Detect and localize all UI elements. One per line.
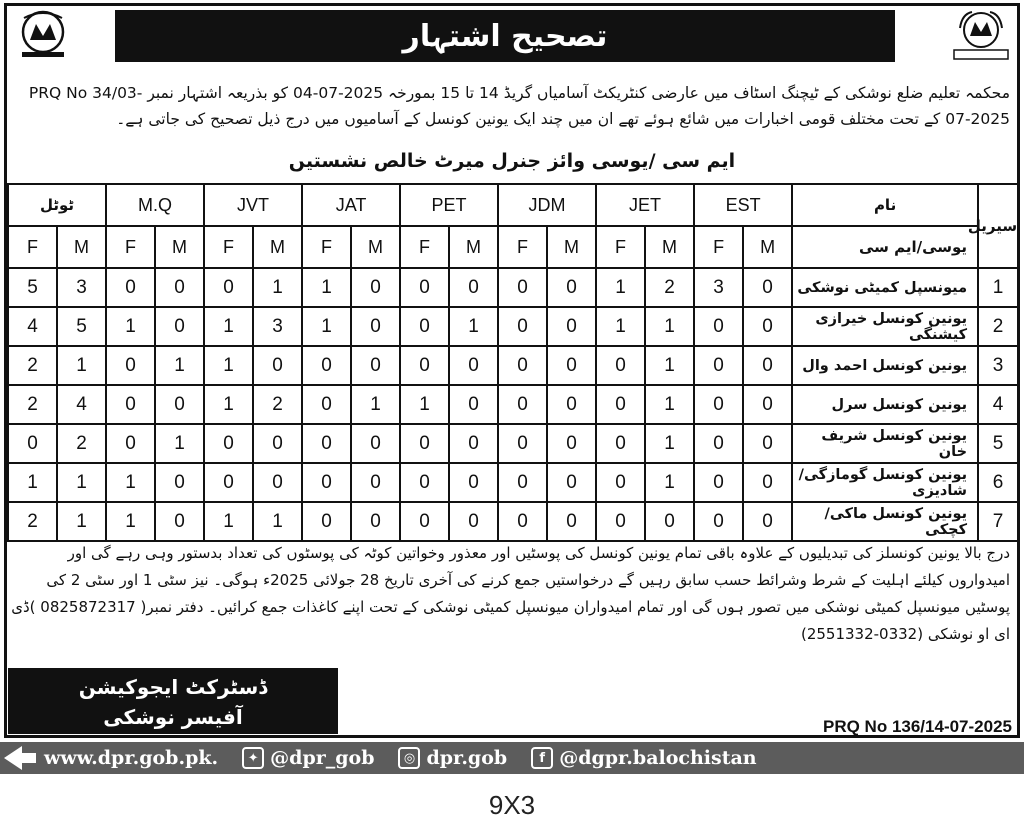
council-name-cell: یونین کونسل خیرازی کیشنگی (792, 307, 978, 346)
seat-count-cell: 0 (253, 424, 302, 463)
seat-count-cell: 1 (645, 385, 694, 424)
seat-count-cell: 4 (57, 385, 106, 424)
seat-count-cell: 0 (743, 463, 792, 502)
serial-cell: 1 (978, 268, 1018, 307)
council-name-cell: یونین کونسل سرل (792, 385, 978, 424)
table-row (8, 463, 1018, 502)
seat-count-cell: 4 (8, 307, 57, 346)
table-row (8, 385, 1018, 424)
seat-count-cell: 0 (155, 268, 204, 307)
seat-count-cell: 0 (400, 424, 449, 463)
seat-count-cell: 0 (449, 502, 498, 541)
seat-count-cell: 0 (302, 424, 351, 463)
seat-count-cell: 3 (57, 268, 106, 307)
seats-table (7, 183, 1019, 542)
seat-count-cell: 0 (694, 502, 743, 541)
seat-count-cell: 0 (253, 463, 302, 502)
seat-count-cell: 0 (351, 307, 400, 346)
female-header: F (106, 226, 155, 268)
seat-count-cell: 2 (8, 346, 57, 385)
seat-count-cell: 1 (204, 346, 253, 385)
seat-count-cell: 0 (155, 385, 204, 424)
seat-count-cell: 1 (106, 463, 155, 502)
seat-count-cell: 1 (253, 502, 302, 541)
serial-cell: 4 (978, 385, 1018, 424)
serial-cell: 2 (978, 307, 1018, 346)
notes-paragraph: درج بالا یونین کونسلز کی تبدیلیوں کے علاوہ باقی تمام یونین کونسل کی پوسٹیں اور معذور وخواتین کوٹہ کی پوسٹوں کی تعداد بدستور وہی رہے گی اور امیدواروں کیلئے اہلیت کے شرط وشرائط حسب سابق رہیں گے درخواستیں جمع کرنے کی آخری تاریخ 28 جولائی 2025ء ہوگی۔ نیز سٹی 1 اور سٹی 2 کی پوسٹیں میونسپل کمیٹی نوشکی میں تصور ہوں گی اور تمام امیدواران میونسپل کمیٹی نوشکی کے تحت اپنے کاغذات جمع کرائیں۔ دفتر نمبر( 0825872317 )ڈی ای او نوشکی (0332-2551332) (11, 544, 1010, 643)
seat-count-cell: 0 (743, 385, 792, 424)
seat-count-cell: 1 (645, 463, 694, 502)
seat-count-cell: 0 (204, 268, 253, 307)
facebook-handle: @dgpr.balochistan (559, 747, 757, 769)
council-name-cell: یونین کونسل ماکی/ کچکی (792, 502, 978, 541)
seat-count-cell: 0 (106, 385, 155, 424)
group-header-total: ٹوٹل (8, 184, 106, 226)
council-name-cell: میونسپل کمیٹی نوشکی (792, 268, 978, 307)
seat-count-cell: 0 (743, 424, 792, 463)
group-header-pet: PET (400, 184, 498, 226)
seat-count-cell: 0 (351, 346, 400, 385)
seat-count-cell: 0 (498, 502, 547, 541)
seat-count-cell: 0 (106, 268, 155, 307)
female-header: F (400, 226, 449, 268)
table-row (8, 424, 1018, 463)
seat-count-cell: 1 (57, 502, 106, 541)
female-header: F (694, 226, 743, 268)
seat-count-cell: 0 (547, 424, 596, 463)
instagram-link[interactable] (398, 747, 507, 769)
seat-count-cell: 2 (8, 502, 57, 541)
male-header: M (449, 226, 498, 268)
seat-count-cell: 0 (8, 424, 57, 463)
name-header: نام (792, 184, 978, 226)
seat-count-cell: 0 (155, 502, 204, 541)
seat-count-cell: 1 (400, 385, 449, 424)
group-header-row (8, 184, 1018, 226)
seat-count-cell: 0 (302, 346, 351, 385)
seat-count-cell: 0 (596, 502, 645, 541)
seat-count-cell: 0 (351, 463, 400, 502)
seat-count-cell: 0 (498, 268, 547, 307)
seat-count-cell: 1 (645, 424, 694, 463)
seat-count-cell: 1 (204, 385, 253, 424)
seat-count-cell: 0 (400, 307, 449, 346)
seat-count-cell: 2 (8, 385, 57, 424)
serial-cell: 5 (978, 424, 1018, 463)
seat-count-cell: 0 (449, 385, 498, 424)
table-row (8, 502, 1018, 541)
male-header: M (155, 226, 204, 268)
prq-number: PRQ No 136/14-07-2025 (823, 717, 1012, 736)
seat-count-cell: 0 (400, 268, 449, 307)
seat-count-cell: 1 (302, 268, 351, 307)
seat-count-cell: 1 (57, 463, 106, 502)
council-name-cell: یونین کونسل شریف خان (792, 424, 978, 463)
seat-count-cell: 3 (253, 307, 302, 346)
seat-count-cell: 0 (743, 268, 792, 307)
seat-count-cell: 0 (694, 385, 743, 424)
social-bar (0, 742, 1024, 774)
instagram-handle: dpr.gob (426, 747, 508, 769)
twitter-icon: ✦ (242, 747, 264, 769)
council-name-cell: یونین کونسل گومازگی/شادیزی (792, 463, 978, 502)
seat-count-cell: 5 (57, 307, 106, 346)
seat-count-cell: 0 (498, 385, 547, 424)
seat-count-cell: 0 (596, 463, 645, 502)
seat-count-cell: 1 (596, 307, 645, 346)
serial-cell: 6 (978, 463, 1018, 502)
seat-count-cell: 0 (449, 463, 498, 502)
seat-count-cell: 0 (302, 502, 351, 541)
seat-count-cell: 3 (694, 268, 743, 307)
female-header: F (8, 226, 57, 268)
website-text: www.dpr.gob.pk. (44, 747, 219, 769)
seat-count-cell: 0 (400, 346, 449, 385)
seat-count-cell: 0 (302, 385, 351, 424)
seat-count-cell: 1 (302, 307, 351, 346)
ad-title: تصحیح اشتہار (115, 10, 895, 62)
twitter-link[interactable] (242, 747, 374, 769)
seat-count-cell: 0 (743, 346, 792, 385)
seat-count-cell: 0 (351, 502, 400, 541)
twitter-handle: @dpr_gob (270, 747, 375, 769)
seat-count-cell: 0 (694, 424, 743, 463)
seat-count-cell: 0 (498, 346, 547, 385)
seat-count-cell: 2 (57, 424, 106, 463)
seat-count-cell: 0 (694, 463, 743, 502)
table-row (8, 346, 1018, 385)
serial-cell: 3 (978, 346, 1018, 385)
seat-count-cell: 0 (155, 307, 204, 346)
female-header: F (596, 226, 645, 268)
group-header-jdm: JDM (498, 184, 596, 226)
seat-count-cell: 0 (743, 502, 792, 541)
male-header: M (743, 226, 792, 268)
seat-count-cell: 0 (204, 463, 253, 502)
male-header: M (253, 226, 302, 268)
signature-block (8, 668, 338, 734)
intro-paragraph: محکمہ تعلیم ضلع نوشکی کے ٹیچنگ اسٹاف میں عارضی کنٹریکٹ آسامیاں گریڈ 14 تا 15 بمورخہ 2025-07-04 کو بذریعہ اشتہار نمبر PRQ No 34/03-07-2025 کے تحت مختلف قومی اخبارات میں شائع ہوئے تھے ان میں چند ایک یونین کونسل کے آسامیوں میں درج ذیل تصحیح کی جاتی ہے۔ (28, 84, 1010, 128)
seat-count-cell: 0 (253, 346, 302, 385)
seat-count-cell: 1 (596, 268, 645, 307)
gender-header-row (8, 226, 1018, 268)
table-row (8, 268, 1018, 307)
table-subheading: ایم سی /یوسی وائز جنرل میرٹ خالص نشستیں (288, 150, 736, 172)
seat-count-cell: 1 (106, 307, 155, 346)
signature-line-1: ڈسٹرکٹ ایجوکیشن (78, 675, 268, 699)
ad-size-label: 9X3 (488, 790, 536, 820)
seat-count-cell: 1 (204, 502, 253, 541)
seat-count-cell: 5 (8, 268, 57, 307)
seat-count-cell: 1 (449, 307, 498, 346)
group-header-mq: M.Q (106, 184, 204, 226)
instagram-icon: ◎ (398, 747, 420, 769)
balochistan-emblem-right (946, 6, 1016, 62)
seat-count-cell: 0 (547, 463, 596, 502)
seat-count-cell: 1 (57, 346, 106, 385)
serial-header: سیریل (978, 184, 1018, 268)
council-name-cell: یونین کونسل احمد وال (792, 346, 978, 385)
facebook-icon: f (531, 747, 553, 769)
seat-count-cell: 0 (498, 424, 547, 463)
seat-count-cell: 0 (694, 307, 743, 346)
seat-count-cell: 1 (645, 307, 694, 346)
seat-count-cell: 0 (498, 463, 547, 502)
seat-count-cell: 0 (106, 424, 155, 463)
seat-count-cell: 0 (498, 307, 547, 346)
seat-count-cell: 0 (302, 463, 351, 502)
seat-count-cell: 0 (694, 346, 743, 385)
male-header: M (57, 226, 106, 268)
website-link[interactable] (44, 747, 218, 769)
seat-count-cell: 0 (596, 385, 645, 424)
seat-count-cell: 1 (204, 307, 253, 346)
seat-count-cell: 1 (8, 463, 57, 502)
seat-count-cell: 1 (645, 346, 694, 385)
seat-count-cell: 0 (596, 424, 645, 463)
serial-cell: 7 (978, 502, 1018, 541)
balochistan-emblem-left (8, 6, 78, 62)
seat-count-cell: 0 (351, 268, 400, 307)
seat-count-cell: 1 (155, 346, 204, 385)
seat-count-cell: 0 (547, 385, 596, 424)
seat-count-cell: 0 (449, 268, 498, 307)
seat-count-cell: 0 (547, 268, 596, 307)
seat-count-cell: 0 (645, 502, 694, 541)
seat-count-cell: 0 (106, 346, 155, 385)
table-row (8, 307, 1018, 346)
group-header-est: EST (694, 184, 792, 226)
male-header: M (547, 226, 596, 268)
group-header-jat: JAT (302, 184, 400, 226)
uc-mc-label: یوسی/ایم سی (792, 226, 978, 268)
seat-count-cell: 1 (106, 502, 155, 541)
male-header: M (645, 226, 694, 268)
male-header: M (351, 226, 400, 268)
seat-count-cell: 0 (155, 463, 204, 502)
female-header: F (498, 226, 547, 268)
female-header: F (204, 226, 253, 268)
seat-count-cell: 0 (743, 307, 792, 346)
seat-count-cell: 0 (547, 346, 596, 385)
seat-count-cell: 2 (645, 268, 694, 307)
seat-count-cell: 0 (547, 502, 596, 541)
seat-count-cell: 0 (400, 463, 449, 502)
seat-count-cell: 0 (449, 346, 498, 385)
seats-table-body (8, 268, 1018, 541)
arrow-icon (0, 742, 38, 774)
female-header: F (302, 226, 351, 268)
seat-count-cell: 0 (204, 424, 253, 463)
seat-count-cell: 1 (253, 268, 302, 307)
seat-count-cell: 0 (400, 502, 449, 541)
group-header-jvt: JVT (204, 184, 302, 226)
signature-line-2: آفیسر نوشکی (103, 705, 243, 729)
group-header-jet: JET (596, 184, 694, 226)
seat-count-cell: 1 (351, 385, 400, 424)
seat-count-cell: 1 (155, 424, 204, 463)
seat-count-cell: 0 (449, 424, 498, 463)
seat-count-cell: 2 (253, 385, 302, 424)
seat-count-cell: 0 (547, 307, 596, 346)
seat-count-cell: 0 (351, 424, 400, 463)
facebook-link[interactable] (531, 747, 756, 769)
seat-count-cell: 0 (596, 346, 645, 385)
